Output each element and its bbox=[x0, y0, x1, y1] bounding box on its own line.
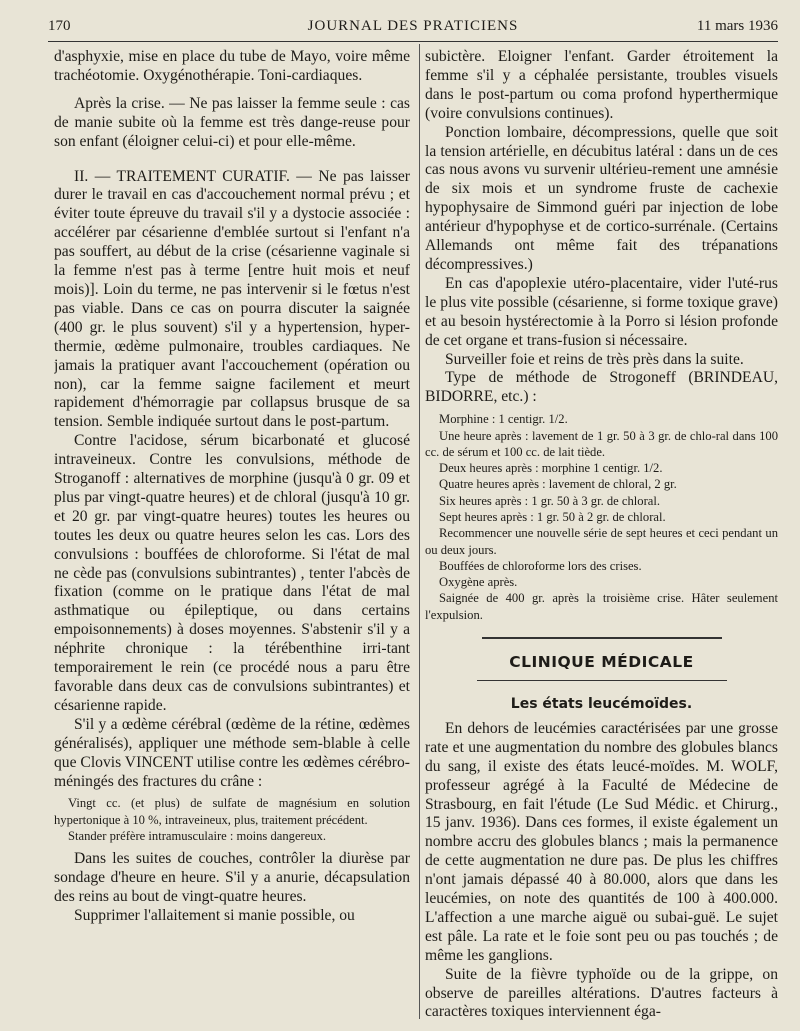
dosage-note bbox=[54, 795, 410, 844]
protocol-line: Oxygène après. bbox=[439, 575, 518, 590]
section-rule bbox=[477, 680, 727, 681]
protocol-line: Quatre heures après : lavement de chloral, 2 gr. bbox=[439, 477, 677, 492]
protocol-line: Saignée de 400 gr. après la troisième crise. Hâter seulement l'expulsion. bbox=[425, 591, 778, 622]
journal-title: JOURNAL DES PRATICIENS bbox=[307, 18, 519, 34]
header-rule bbox=[48, 41, 778, 42]
paragraph: Surveiller foie et reins de très près dans la suite. bbox=[445, 350, 744, 368]
paragraph: En dehors de leucémies caractérisées par une grosse rate et une augmentation du nombre des globules blancs du sang, il existe des états leucé-moïdes. M. WOLF, professeur agrégé à la Faculté de Médecine de Strasbourg, en fait l'étude (Le Sud Médic. et Chirurg., 15 janv. 1936). Dans ces formes, il existe également un nombre accru des globules blancs ; mais la permanence de cette augmentation ne dure pas. De plus les chiffres n'ont jamais dépassé 40 à 80.000, alors que dans les leucémies, on note des quantités de 100 à 400.000. L'affection a une marche aiguë ou subai-guë. Le sujet est pâle. La rate et le foie sont peu ou pas touchés ; de même les ganglions. bbox=[425, 719, 778, 964]
strogonoff-protocol bbox=[425, 411, 778, 623]
paragraph: Contre l'acidose, sérum bicarbonaté et glucosé intraveineux. Contre les convulsions, méthode de Stroganoff : alternatives de morphine (jusqu'à 0 gr. 09 et plus par vingt-quatre heures) et de chloral (jusqu'à 10 gr. et 20 gr. par vingt-quatre heures) toutes les heures ou toutes les deux ou quatre heures selon les cas. Lors des convulsions : bouffées de chloroforme. Si l'état de mal ne cède pas (convulsions subintrantes) , tenter l'abcès de fixation (comme on le pratique dans l'état de mal asthmatique ou épileptique, ou dans certains empoisonnements) à doses moyennes. S'abstenir s'il y a néphrite chronique : la térébenthine irri-tant temporairement le rein (ce procédé nous a paru être favorable dans deux cas de convulsions subintrantes) et césarienne rapide. bbox=[54, 432, 410, 714]
paragraph: Ponction lombaire, décompressions, quelle que soit la tension artérielle, en décubitus latéral : dans un de ces cas nous avons vu survenir ultérieu-rement une amnésie de six mois et un syndrome fruste de cachexie hypophysaire de Simmond guéri par injection de lobe antérieur d'hypophyse et de cortico-surrénale. (Certains Allemands ont même fait des trépanations décompressives.) bbox=[425, 123, 778, 273]
section-title: CLINIQUE MÉDICALE bbox=[509, 653, 694, 672]
article-title: Les états leucémoïdes. bbox=[510, 695, 693, 712]
paragraph: d'asphyxie, mise en place du tube de Mayo, voire même trachéotomie. Oxygénothérapie. Toni-cardiaques. bbox=[54, 48, 410, 84]
protocol-line: Deux heures après : morphine 1 centigr. 1/2. bbox=[439, 461, 663, 476]
protocol-line: Recommencer une nouvelle série de sept heures et ceci pendant un ou deux jours. bbox=[425, 526, 778, 557]
paragraph: Après la crise. — Ne pas laisser la femme seule : cas de manie subite où la femme est très dange-reuse pour son enfant (éloigner celui-ci) et pour elle-même. bbox=[54, 94, 410, 150]
paragraph: Type de méthode de Strogoneff (BRINDEAU, BIDORRE, etc.) : bbox=[425, 369, 778, 406]
column-divider bbox=[419, 44, 420, 1019]
note-line: Vingt cc. (et plus) de sulfate de magnésium en solution hypertonique à 10 %, intraveineux, plus, traitement précédent. bbox=[54, 796, 410, 827]
page-header bbox=[48, 12, 778, 42]
paragraph: En cas d'apoplexie utéro-placentaire, vider l'uté-rus le plus vite possible (césarienne, si forme toxique grave) et au besoin hystérectomie à la Porro si lésion profonde de cet organe et trans-fusion si nécessaire. bbox=[425, 274, 778, 349]
protocol-line: Une heure après : lavement de 1 gr. 50 à 3 gr. de chlo-ral dans 100 cc. de sérum et 100 cc. de lait tiède. bbox=[425, 428, 778, 459]
left-column bbox=[54, 48, 410, 1023]
paragraph: Suite de la fièvre typhoïde ou de la grippe, on observe de pareilles altérations. D'autres facteurs à caractères toxiques interviennent éga- bbox=[425, 965, 778, 1021]
section-rule bbox=[482, 637, 722, 639]
paragraph: Dans les suites de couches, contrôler la diurèse par sondage d'heure en heure. S'il y a anurie, décapsulation des reins au bout de vingt-quatre heures. bbox=[54, 850, 410, 906]
protocol-line: Bouffées de chloroforme lors des crises. bbox=[439, 558, 642, 573]
note-line: Stander préfère intramusculaire : moins dangereux. bbox=[68, 829, 327, 844]
issue-date: 11 mars 1936 bbox=[696, 18, 778, 34]
paragraph: II. — TRAITEMENT CURATIF. — Ne pas laisser durer le travail en cas d'accouchement normal prévu ; et éviter toute épreuve du travail s'il y a dystocie associée : accélérer par césarienne d'emblée surtout si l'enfant n'a pas souffert, au début de la crise (césarienne vaginale si la femme n'est pas à terme [entre huit mois et neuf mois)]. Loin du terme, ne pas intervenir si le fœtus n'est pas viable. Dans ce cas on pourra discuter la saignée (400 gr. le plus souvent) s'il y a hypertension, hyper-thermie, œdème pulmonaire, troubles cardiaques. Ne jamais la pratiquer avant l'accouchement (opération ou non), car la femme saigne facilement et meurt rapidement d'hémorragie par collapsus brusque de sa tension. Semble indiquée surtout dans le post-partum. bbox=[54, 167, 410, 431]
protocol-line: Sept heures après : 1 gr. 50 à 2 gr. de chloral. bbox=[439, 510, 666, 524]
page-number: 170 bbox=[48, 18, 71, 34]
paragraph: subictère. Eloigner l'enfant. Garder étroitement la femme s'il y a céphalée persistante, troubles visuels dans le post-partum ou coma profond hyperthermique (voire convulsions continues). bbox=[425, 48, 778, 122]
protocol-line: Six heures après : 1 gr. 50 à 3 gr. de chloral. bbox=[439, 493, 661, 508]
protocol-line: Morphine : 1 centigr. 1/2. bbox=[439, 412, 568, 427]
paragraph: Supprimer l'allaitement si manie possible, ou bbox=[74, 907, 355, 925]
right-column bbox=[425, 48, 778, 1023]
paragraph: S'il y a œdème cérébral (œdème de la rétine, œdèmes généralisés), appliquer une méthode sem-blable à celle que Clovis VINCENT utilise contre les œdèmes cérébro-méningés des fractures du crâne : bbox=[54, 715, 410, 790]
